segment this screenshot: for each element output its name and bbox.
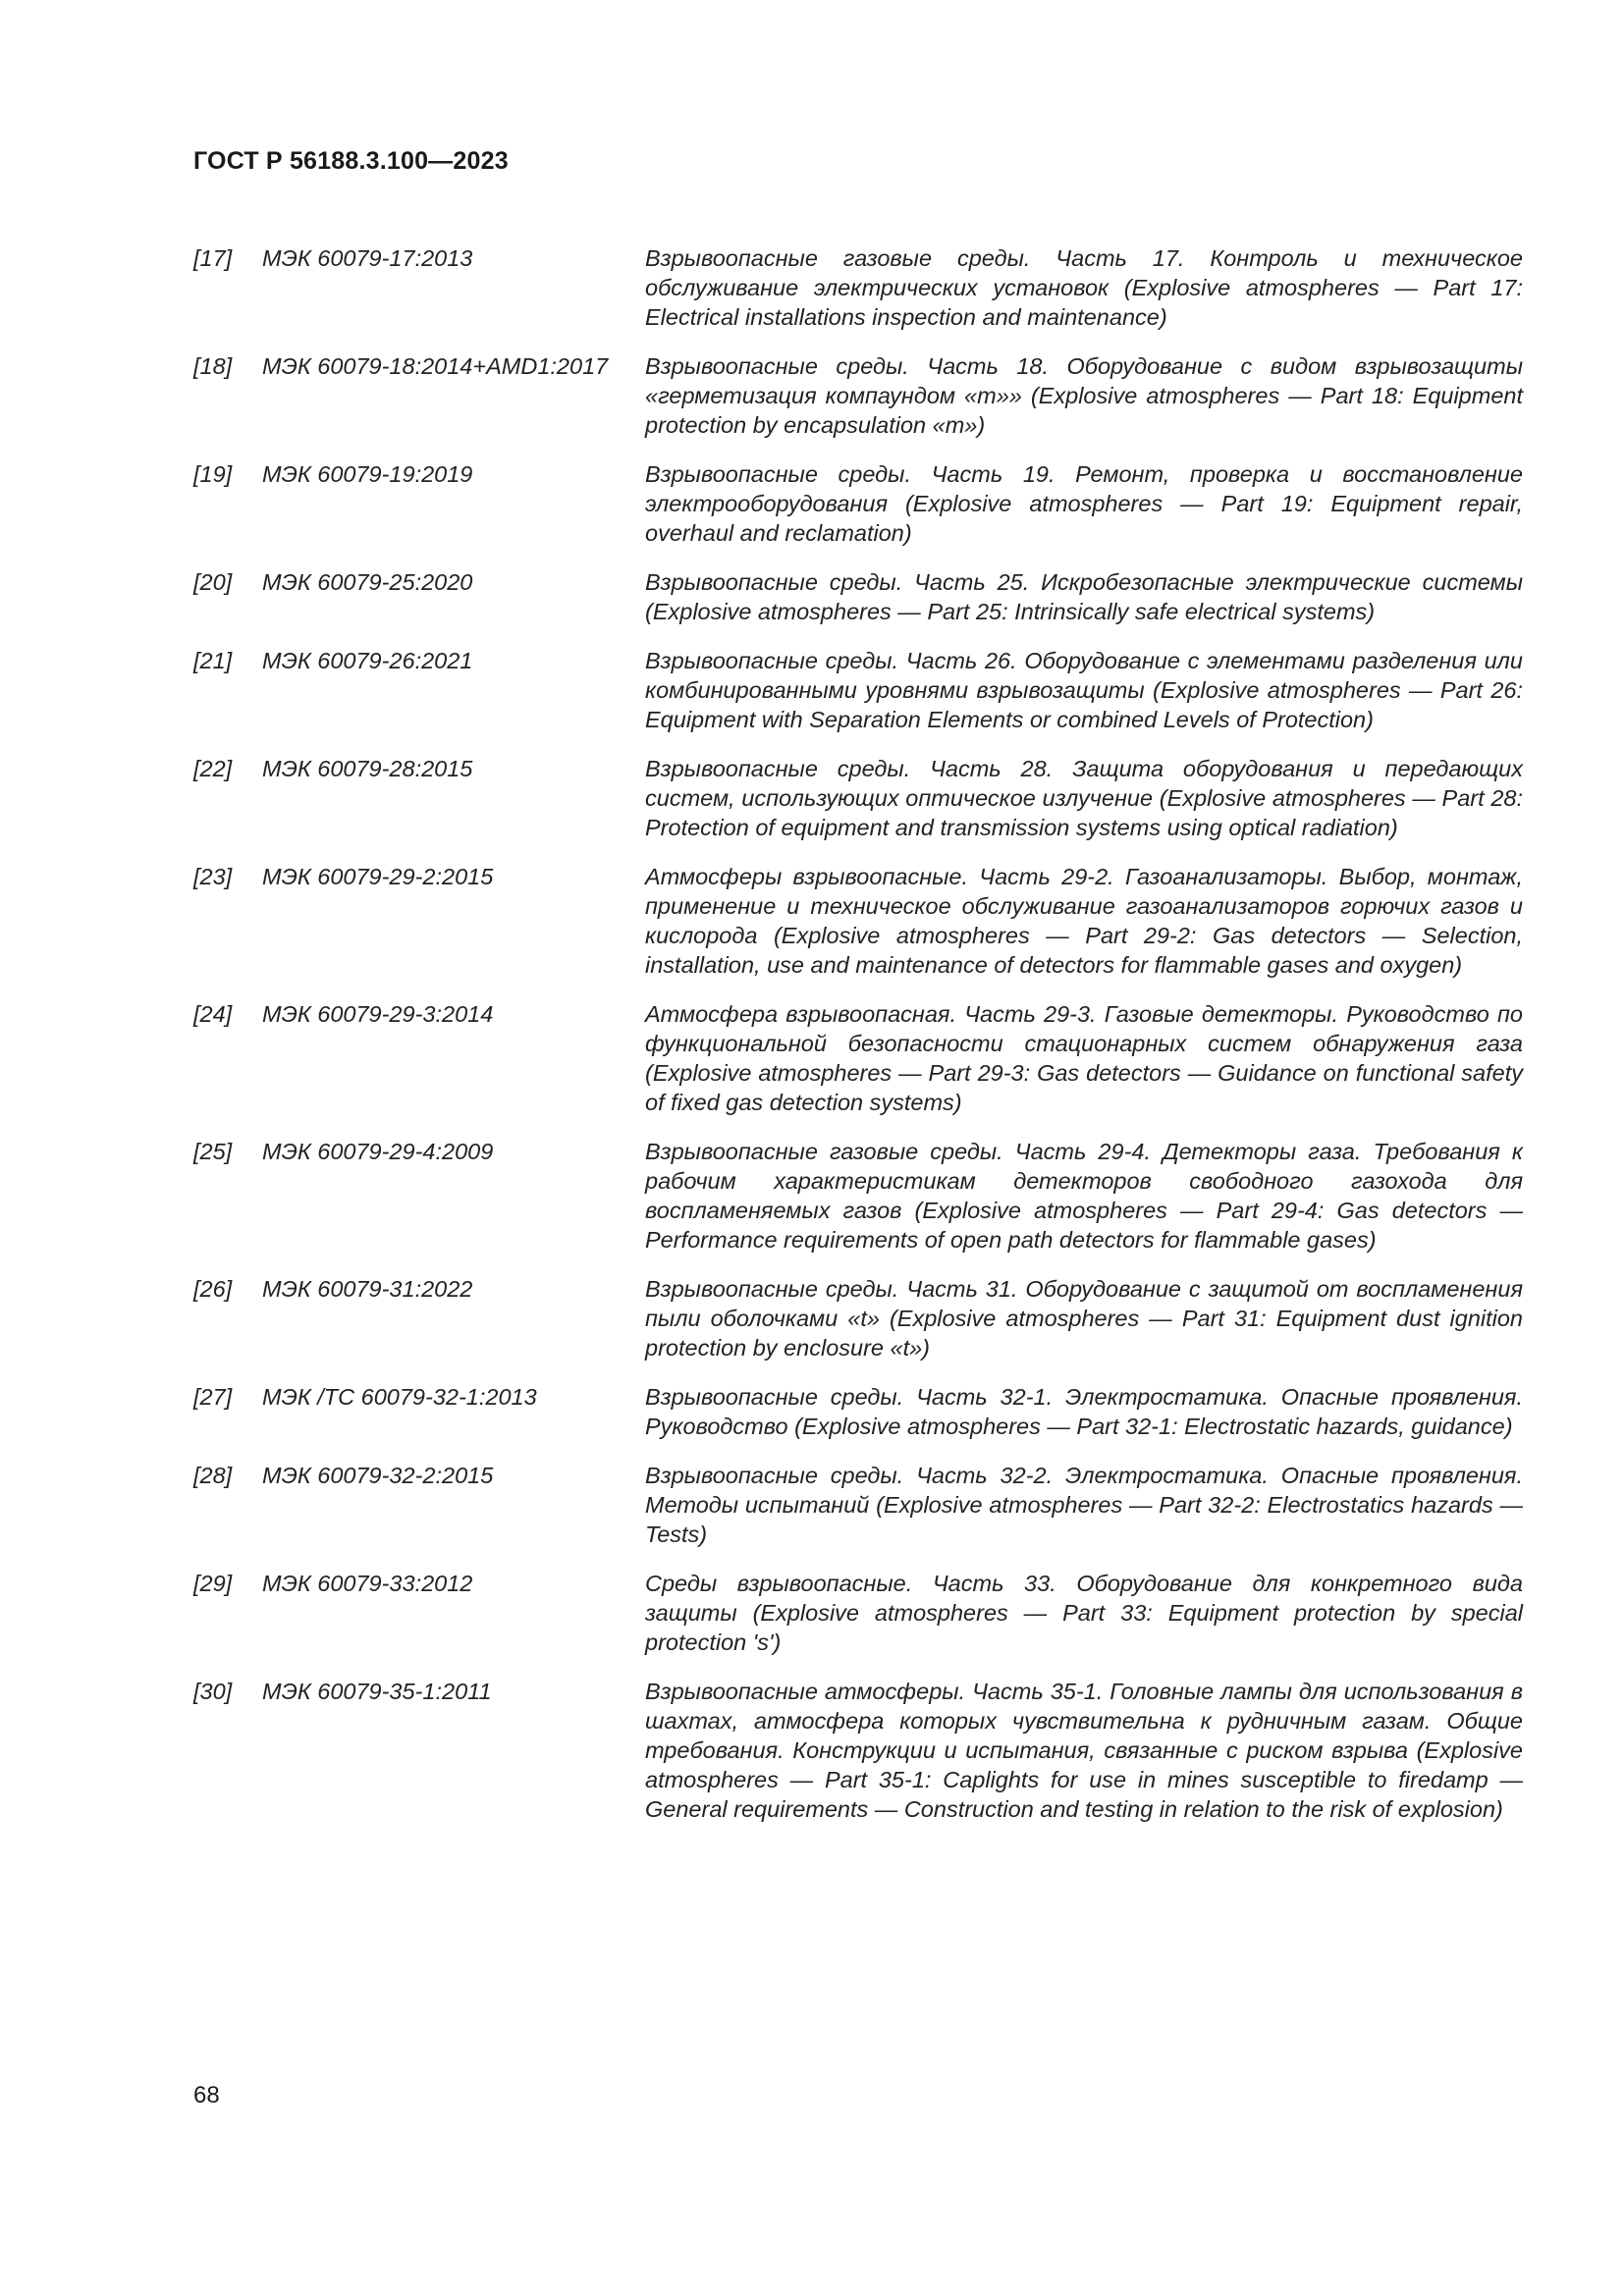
reference-code: МЭК 60079-19:2019 [262, 461, 473, 487]
reference-code: МЭК 60079-29-4:2009 [262, 1139, 494, 1164]
reference-item [193, 999, 1523, 1117]
reference-code: МЭК 60079-25:2020 [262, 569, 473, 595]
reference-code: МЭК 60079-18:2014+AMD1:2017 [262, 353, 609, 379]
reference-number: [22] [193, 756, 233, 781]
reference-item [193, 1382, 1523, 1441]
reference-title: Атмосфера взрывоопасная. Часть 29-3. Газовые детекторы. Руководство по функциональной безопасности стационарных систем обнаружения газа (Explosive atmospheres — Part 29-3: Gas detectors — Guidance on functional safety of fixed gas detection systems) [645, 1001, 1523, 1115]
reference-number: [24] [193, 1001, 233, 1027]
reference-title: Взрывоопасные газовые среды. Часть 29-4. Детекторы газа. Требования к рабочим характеристикам детекторов свободного газохода для воспламеняемых газов (Explosive atmospheres — Part 29-4: Gas detectors — Performance requirements of open path detectors for flammable gases) [645, 1139, 1523, 1253]
reference-title: Взрывоопасные среды. Часть 19. Ремонт, проверка и восстановление электрооборудования (Explosive atmospheres — Part 19: Equipment repair, overhaul and reclamation) [645, 461, 1523, 546]
reference-item [193, 754, 1523, 842]
reference-code: МЭК 60079-29-2:2015 [262, 864, 494, 889]
reference-number: [19] [193, 461, 233, 487]
reference-code: МЭК /TC 60079-32-1:2013 [262, 1384, 537, 1410]
reference-title: Взрывоопасные среды. Часть 18. Оборудование с видом взрывозащиты «герметизация компаундом «m»» (Explosive atmospheres — Part 18: Equipment protection by encapsulation «m») [645, 353, 1523, 438]
reference-item [193, 567, 1523, 626]
reference-code: МЭК 60079-35-1:2011 [262, 1679, 492, 1704]
reference-item [193, 862, 1523, 980]
bibliography-list [193, 243, 1523, 1843]
reference-code: МЭК 60079-33:2012 [262, 1571, 473, 1596]
reference-code: МЭК 60079-28:2015 [262, 756, 473, 781]
reference-title: Взрывоопасные среды. Часть 32-2. Электростатика. Опасные проявления. Методы испытаний (Explosive atmospheres — Part 32-2: Electrostatics hazards — Tests) [645, 1463, 1523, 1547]
reference-number: [18] [193, 353, 233, 379]
reference-number: [30] [193, 1679, 233, 1704]
reference-number: [28] [193, 1463, 233, 1488]
reference-number: [20] [193, 569, 233, 595]
reference-title: Атмосферы взрывоопасные. Часть 29-2. Газоанализаторы. Выбор, монтаж, применение и техническое обслуживание газоанализаторов горючих газов и кислорода (Explosive atmospheres — Part 29-2: Gas detectors — Selection, installation, use and maintenance of detectors for flammable gases and oxygen) [645, 864, 1523, 978]
reference-number: [23] [193, 864, 233, 889]
reference-item [193, 459, 1523, 548]
reference-code: МЭК 60079-26:2021 [262, 648, 473, 673]
reference-title: Взрывоопасные среды. Часть 32-1. Электростатика. Опасные проявления. Руководство (Explosive atmospheres — Part 32-1: Electrostatic hazards, guidance) [645, 1384, 1523, 1439]
reference-number: [29] [193, 1571, 233, 1596]
page-number: 68 [193, 2082, 220, 2109]
reference-item [193, 1274, 1523, 1362]
reference-item [193, 1569, 1523, 1657]
reference-title: Взрывоопасные среды. Часть 25. Искробезопасные электрические системы (Explosive atmospheres — Part 25: Intrinsically safe electrical systems) [645, 569, 1523, 624]
reference-title: Взрывоопасные среды. Часть 26. Оборудование с элементами разделения или комбинированными уровнями взрывозащиты (Explosive atmospheres — Part 26: Equipment with Separation Elements or combined Levels of Protection) [645, 648, 1523, 732]
reference-code: МЭК 60079-29-3:2014 [262, 1001, 494, 1027]
reference-item [193, 243, 1523, 332]
reference-title: Взрывоопасные атмосферы. Часть 35-1. Головные лампы для использования в шахтах, атмосфера которых чувствительна к рудничным газам. Общие требования. Конструкции и испытания, связанные с риском взрыва (Explosive atmospheres — Part 35-1: Caplights for use in mines susceptible to firedamp — General requirements — Construction and testing in relation to the risk of explosion) [645, 1679, 1523, 1822]
reference-code: МЭК 60079-31:2022 [262, 1276, 473, 1302]
reference-item [193, 1137, 1523, 1255]
reference-code: МЭК 60079-32-2:2015 [262, 1463, 494, 1488]
reference-title: Взрывоопасные среды. Часть 28. Защита оборудования и передающих систем, использующих оптическое излучение (Explosive atmospheres — Part 28: Protection of equipment and transmission systems using optical radiation) [645, 756, 1523, 840]
reference-number: [27] [193, 1384, 233, 1410]
reference-number: [25] [193, 1139, 233, 1164]
reference-number: [26] [193, 1276, 233, 1302]
reference-title: Взрывоопасные газовые среды. Часть 17. Контроль и техническое обслуживание электрических установок (Explosive atmospheres — Part 17: Electrical installations inspection and maintenance) [645, 245, 1523, 330]
reference-title: Среды взрывоопасные. Часть 33. Оборудование для конкретного вида защиты (Explosive atmospheres — Part 33: Equipment protection by special protection 's') [645, 1571, 1523, 1655]
reference-item [193, 646, 1523, 734]
reference-number: [17] [193, 245, 233, 271]
reference-item [193, 1461, 1523, 1549]
document-header: ГОСТ Р 56188.3.100—2023 [193, 147, 509, 175]
reference-item [193, 1677, 1523, 1824]
reference-number: [21] [193, 648, 233, 673]
reference-code: МЭК 60079-17:2013 [262, 245, 473, 271]
reference-item [193, 351, 1523, 440]
reference-title: Взрывоопасные среды. Часть 31. Оборудование с защитой от воспламенения пыли оболочками «t» (Explosive atmospheres — Part 31: Equipment dust ignition protection by enclosure «t») [645, 1276, 1523, 1361]
